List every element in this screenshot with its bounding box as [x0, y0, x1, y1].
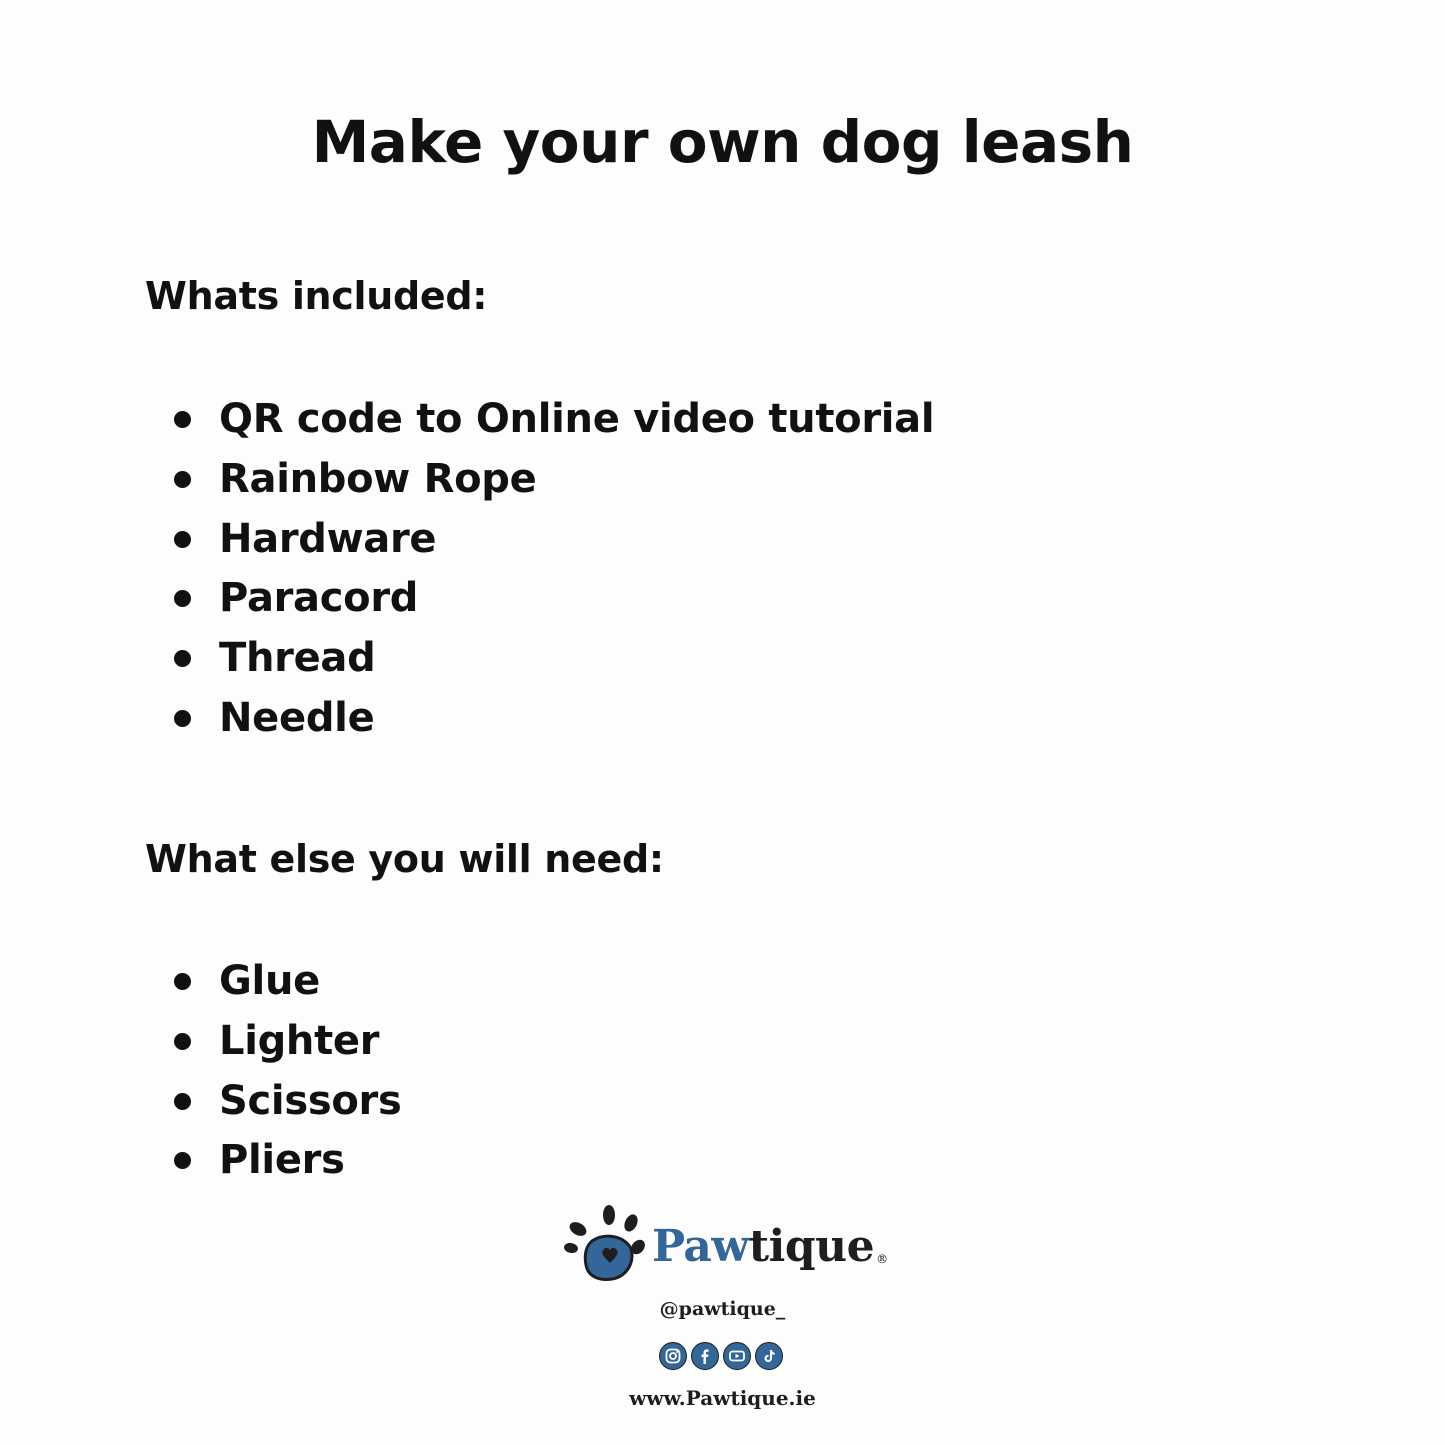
list-item: [145, 629, 934, 689]
list-item: [145, 1131, 401, 1191]
list-item-label: Glue: [219, 958, 320, 1004]
list-item: [145, 510, 934, 570]
list-item: [145, 390, 934, 450]
list-item-label: Lighter: [219, 1017, 380, 1064]
list-item-label: Paracord: [219, 575, 419, 622]
social-icons: [659, 1342, 783, 1370]
list-item: [145, 1012, 401, 1072]
bullet-icon: [174, 710, 191, 727]
list-item-label: Hardware: [219, 515, 437, 562]
list-item-label: Thread: [219, 635, 376, 682]
list-item: [145, 569, 934, 629]
list-item-label: Pliers: [219, 1137, 345, 1184]
brand-name-suffix: tique: [748, 1221, 875, 1272]
bullet-icon: [174, 471, 191, 488]
list-item: [145, 1072, 401, 1132]
list-item-label: QR code to Online video tutorial: [219, 396, 935, 442]
list-item: [145, 689, 934, 749]
list-item-label: Needle: [219, 694, 375, 741]
included-heading: Whats included:: [145, 274, 488, 318]
need-list: [145, 952, 401, 1191]
bullet-icon: [174, 1152, 191, 1169]
social-handle: @pawtique_: [659, 1298, 786, 1320]
brand-logo: [564, 1203, 888, 1288]
tiktok-icon[interactable]: [755, 1342, 783, 1370]
list-item-label: Scissors: [219, 1077, 402, 1124]
paw-icon: [564, 1203, 646, 1285]
bullet-icon: [174, 411, 191, 428]
instagram-icon[interactable]: [659, 1342, 687, 1370]
bullet-icon: [174, 590, 191, 607]
youtube-icon[interactable]: [723, 1342, 751, 1370]
bullet-icon: [174, 650, 191, 667]
bullet-icon: [174, 973, 191, 990]
list-item: [145, 450, 934, 510]
bullet-icon: [174, 1093, 191, 1110]
brand-name: [652, 1221, 888, 1272]
page-title: Make your own dog leash: [311, 108, 1134, 176]
website-link[interactable]: www.Pawtique.ie: [629, 1386, 816, 1410]
list-item-label: Rainbow Rope: [219, 455, 537, 502]
bullet-icon: [174, 1033, 191, 1050]
bullet-icon: [174, 531, 191, 548]
brand-name-prefix: Paw: [652, 1221, 749, 1272]
need-heading: What else you will need:: [145, 837, 664, 881]
list-item: [145, 952, 401, 1012]
included-list: [145, 390, 934, 749]
registered-mark: ®: [876, 1252, 888, 1266]
facebook-icon[interactable]: [691, 1342, 719, 1370]
